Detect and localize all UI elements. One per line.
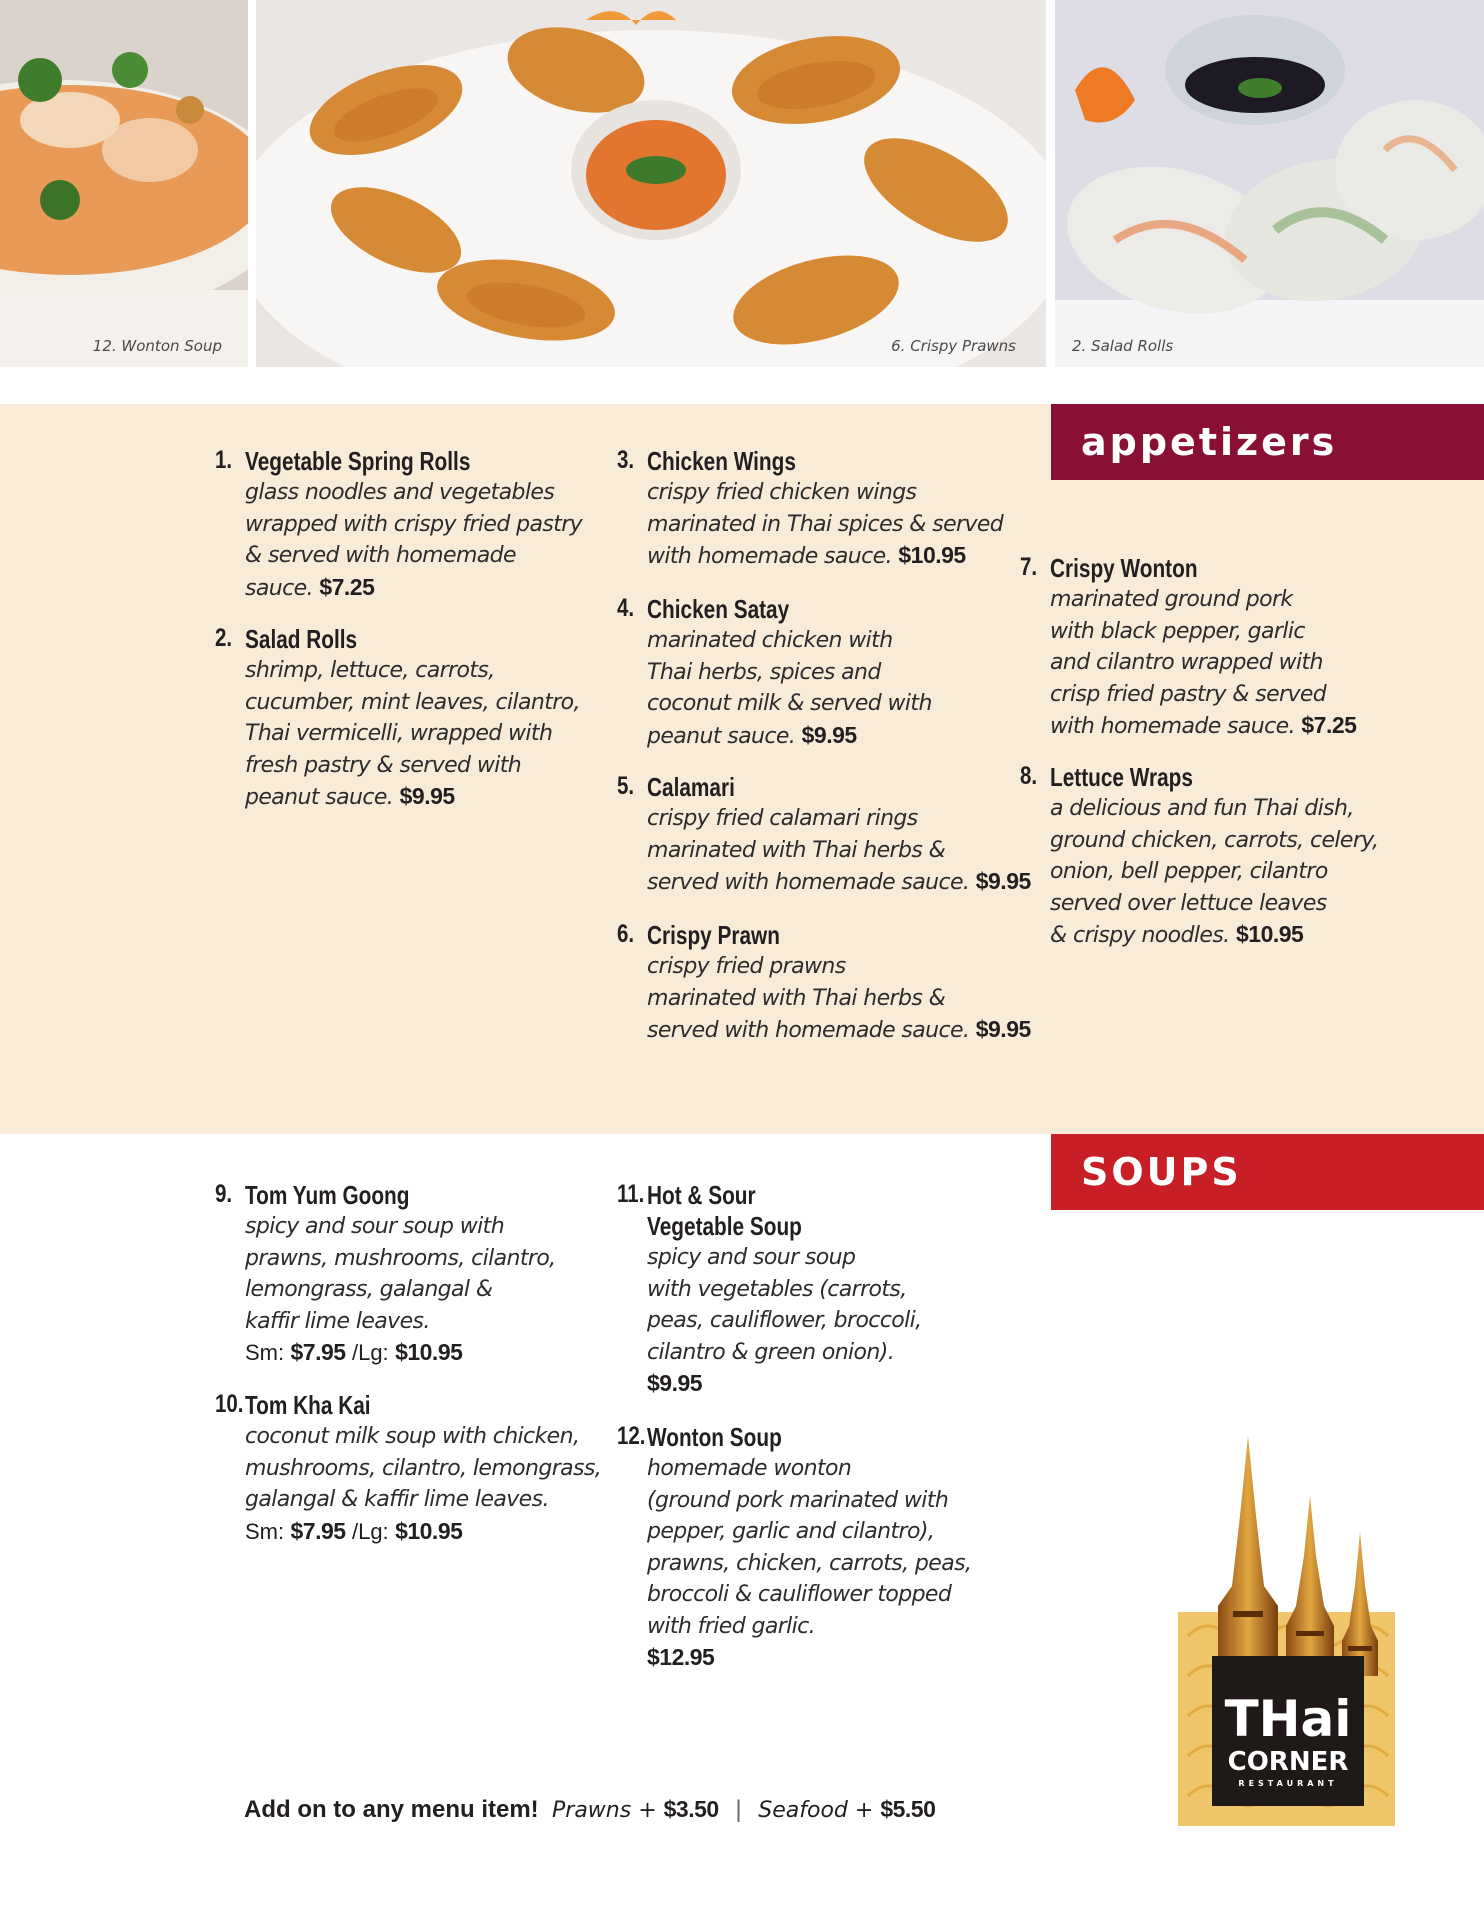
photo-caption: 2. Salad Rolls [1072, 337, 1174, 355]
item-number: 7. [1020, 553, 1038, 581]
photo-caption: 6. Crispy Prawns [891, 337, 1016, 355]
menu-item-3 [617, 446, 1007, 573]
logo-line-2: CORNER [1227, 1747, 1349, 1777]
item-number: 11. [617, 1180, 645, 1208]
item-description: spicy and sour soup with vegetables (carrots, peas, cauliflower, broccoli, cilantro & green onion). [647, 1245, 922, 1365]
item-number: 12. [617, 1422, 646, 1450]
item-description: marinated chicken with Thai herbs, spices and coconut milk & served with peanut sauce. $9.95 [647, 628, 932, 749]
photo-salad-rolls [1055, 0, 1484, 367]
addon-seafood-price: $5.50 [880, 1796, 936, 1822]
item-description: coconut milk soup with chicken, mushrooms, cilantro, lemongrass, galangal & kaffir lime leaves. [245, 1424, 602, 1512]
item-description: glass noodles and vegetables wrapped with crispy fried pastry & served with homemade sauce. $7.25 [245, 480, 583, 601]
item-description: crispy fried chicken wings marinated in Thai spices & served with homemade sauce. $10.95 [647, 480, 1004, 569]
photo-wonton-soup [0, 0, 248, 367]
item-title: Chicken Satay [647, 594, 790, 624]
item-price-line [647, 1368, 1007, 1399]
logo-line-1: THai [1224, 1690, 1352, 1748]
item-number: 6. [617, 920, 635, 948]
item-price: $10.95 [1235, 921, 1304, 947]
menu-item-8 [1020, 762, 1410, 952]
item-price: $7.25 [319, 573, 375, 600]
item-number: 3. [617, 446, 635, 474]
item-description: a delicious and fun Thai dish, ground chicken, carrots, celery, onion, bell pepper, cilantro served over lettuce leaves & crispy noodles. $10.95 [1050, 796, 1379, 948]
addon-separator: | [735, 1796, 742, 1823]
item-price: $9.95 [975, 868, 1031, 894]
item-number: 8. [1020, 762, 1038, 790]
item-price-line [647, 1642, 1007, 1673]
menu-item-5 [617, 772, 1031, 899]
addon-lead: Add on to any menu item! [244, 1796, 539, 1823]
addon-prawns: Prawns + [552, 1798, 664, 1823]
menu-item-10 [215, 1390, 605, 1547]
item-price-large: $10.95 [395, 1339, 463, 1365]
item-title: Calamari [647, 772, 735, 802]
menu-item-12 [617, 1422, 1007, 1673]
item-number: 4. [617, 594, 635, 622]
item-title: Hot & Sour Vegetable Soup [647, 1180, 802, 1241]
item-price-small: $7.95 [290, 1339, 346, 1365]
menu-item-6 [617, 920, 1031, 1047]
item-title: Tom Yum Goong [245, 1180, 410, 1210]
item-description: crispy fried prawns marinated with Thai herbs & served with homemade sauce. $9.95 [647, 954, 1031, 1043]
item-price: $9.95 [975, 1016, 1031, 1042]
thai-corner-logo [1178, 1436, 1398, 1826]
item-description: crispy fried calamari rings marinated with Thai herbs & served with homemade sauce. $9.95 [647, 806, 1031, 895]
item-title: Crispy Prawn [647, 920, 780, 950]
soups-header: SOUPS [1051, 1134, 1484, 1210]
menu-item-4 [617, 594, 1007, 752]
menu-item-11 [617, 1180, 1007, 1399]
item-price-line: Sm: $7.95 /Lg: $10.95 [245, 1339, 463, 1365]
item-price: $9.95 [647, 1370, 703, 1396]
item-number: 10. [215, 1390, 244, 1418]
item-number: 9. [215, 1180, 233, 1208]
addon-seafood: Seafood + [758, 1798, 881, 1823]
item-description: spicy and sour soup with prawns, mushrooms, cilantro, lemongrass, galangal & kaffir lime leaves. [245, 1214, 556, 1334]
item-price-large: $10.95 [395, 1517, 463, 1544]
item-description: marinated ground pork with black pepper, garlic and cilantro wrapped with crisp fried pastry & served with homemade sauce. $7.25 [1050, 587, 1357, 739]
addon-prawns-price: $3.50 [663, 1796, 719, 1822]
item-title: Tom Kha Kai [245, 1390, 371, 1420]
menu-item-9 [215, 1180, 605, 1368]
item-description: homemade wonton (ground pork marinated with pepper, garlic and cilantro), prawns, chicken, carrots, peas, broccoli & cauliflower topped with fried garlic. [647, 1456, 972, 1639]
item-price: $9.95 [399, 783, 455, 809]
photo-crispy-prawns [256, 0, 1046, 367]
addon-note [244, 1796, 935, 1824]
menu-item-2 [215, 624, 605, 814]
appetizers-header: appetizers [1051, 404, 1484, 480]
logo-line-3: RESTAURANT [1238, 1779, 1338, 1788]
item-price-small: $7.95 [290, 1517, 346, 1544]
item-number: 5. [617, 772, 635, 800]
item-price-line: Sm: $7.95 /Lg: $10.95 [245, 1517, 463, 1544]
item-title: Lettuce Wraps [1050, 762, 1193, 792]
item-title: Crispy Wonton [1050, 553, 1198, 583]
item-title: Wonton Soup [647, 1422, 782, 1452]
photo-caption: 12. Wonton Soup [92, 337, 222, 355]
item-title: Vegetable Spring Rolls [245, 446, 471, 476]
item-price: $7.25 [1301, 712, 1357, 738]
item-price: $12.95 [647, 1644, 715, 1670]
item-number: 2. [215, 624, 233, 652]
item-number: 1. [215, 446, 233, 474]
menu-item-1 [215, 446, 605, 604]
item-price: $9.95 [801, 721, 857, 748]
item-title: Salad Rolls [245, 624, 358, 654]
menu-item-7 [1020, 553, 1410, 743]
item-price: $10.95 [898, 542, 966, 568]
item-title: Chicken Wings [647, 446, 796, 476]
item-description: shrimp, lettuce, carrots, cucumber, mint leaves, cilantro, Thai vermicelli, wrapped with fresh pastry & served with peanut sauce. $9.95 [245, 658, 580, 810]
